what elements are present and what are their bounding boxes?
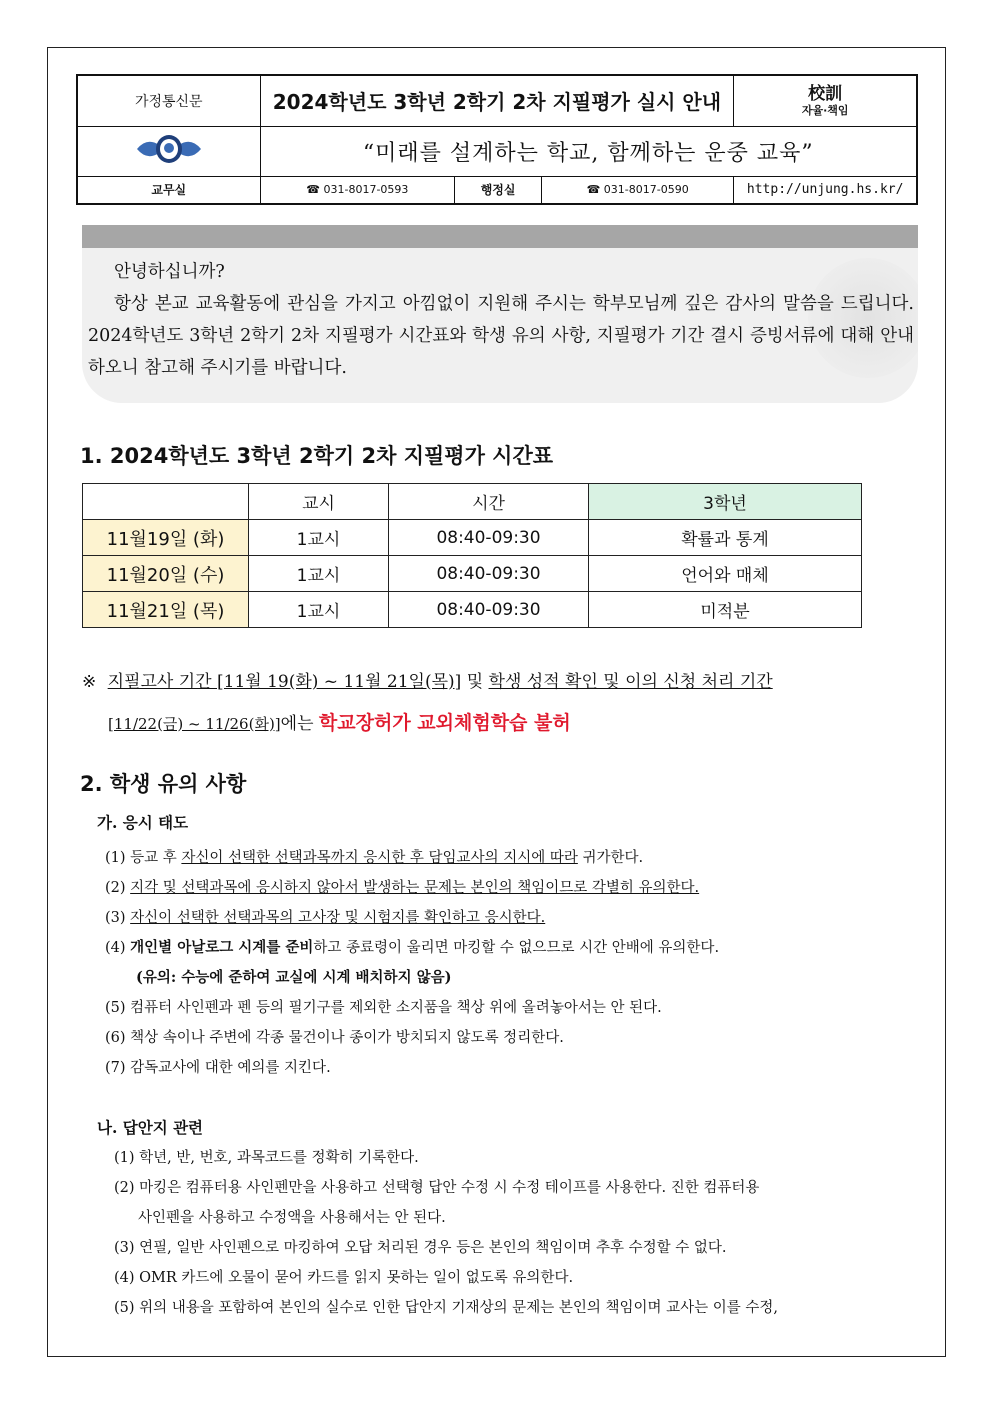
item-prefix: (3) xyxy=(105,910,131,926)
item-bold: 개인별 아날로그 시계를 준비 xyxy=(130,939,314,956)
school-slogan: “미래를 설계하는 학교, 함께하는 운중 교육” xyxy=(260,126,917,176)
greeting-bar xyxy=(82,225,918,248)
school-website: http://unjung.hs.kr/ xyxy=(734,176,917,204)
notice-suffix: 에는 xyxy=(280,714,319,734)
office2-phone: ☎ 031-8017-0590 xyxy=(542,176,734,204)
table-row xyxy=(83,592,862,628)
list-item: (6) 책상 속이나 주변에 각종 물건이나 종이가 방치되지 않도록 정리한다. xyxy=(105,1030,564,1046)
table-header-cell: 시간 xyxy=(389,484,589,520)
subsection-b-title: 나. 답안지 관련 xyxy=(97,1118,204,1137)
item-prefix: (4) xyxy=(105,940,131,956)
school-emblem-icon xyxy=(133,131,205,167)
doc-title: 2024학년도 3학년 2학기 2차 지필평가 실시 안내 xyxy=(260,75,734,126)
notice-exam-period: 지필고사 기간 [11월 19(화) ~ 11월 21일(목)] xyxy=(107,672,462,692)
school-motto xyxy=(734,75,917,126)
table-header-cell: 3학년 xyxy=(589,484,862,520)
list-item: (4) OMR 카드에 오물이 묻어 카드를 읽지 못하는 일이 없도록 유의한다. xyxy=(114,1270,574,1286)
list-item-continued: 사인펜을 사용하고 수정액을 사용해서는 안 된다. xyxy=(138,1210,446,1226)
school-emblem-cell xyxy=(77,126,260,176)
notice-line1 xyxy=(82,667,773,692)
office2-name: 행정실 xyxy=(455,176,542,204)
list-item xyxy=(105,876,699,897)
table-header-row xyxy=(83,484,862,520)
table-cell: 언어와 매체 xyxy=(589,556,862,592)
notice-appeal-period: 학생 성적 확인 및 이의 신청 처리 기간 xyxy=(488,672,773,692)
list-item: (1) 학년, 반, 번호, 과목코드를 정확히 기록한다. xyxy=(114,1150,419,1166)
list-item xyxy=(105,846,643,867)
list-item: (3) 연필, 일반 사인펜으로 마킹하여 오답 처리된 경우 등은 본인의 책임이며 추후 수정할 수 없다. xyxy=(114,1240,727,1256)
table-cell: 1교시 xyxy=(249,592,389,628)
item-prefix: (2) xyxy=(105,880,131,896)
item-underlined: 자신이 선택한 선택과목까지 응시한 후 담임교사의 지시에 따라 xyxy=(181,850,578,866)
table-header-cell xyxy=(83,484,249,520)
item-suffix: 귀가한다. xyxy=(577,850,644,866)
greeting-body: 항상 본교 교육활동에 관심을 가지고 아낌없이 지원해 주시는 학부모님께 깊은 감사의 말씀을 드립니다. 2024학년도 3학년 2학기 2차 지필평가 시간표와 학생 유의 사항, 지필평가 기간 결시 증빙서류에 대해 안내하오니 참고해 주시기를 바랍니다. xyxy=(88,294,914,378)
notice-mark: ※ xyxy=(82,672,97,692)
table-cell-date: 11월19일 (화) xyxy=(83,520,249,556)
notice-appeal-dates: [11/22(금) ~ 11/26(화)] xyxy=(108,715,281,733)
notice-restriction: 학교장허가 교외체험학습 불허 xyxy=(318,712,571,734)
list-item: (5) 위의 내용을 포함하여 본인의 실수로 인한 답안지 기재상의 문제는 본인의 책임이며 교사는 이를 수정, xyxy=(114,1300,778,1316)
list-item: (7) 감독교사에 대한 예의를 지킨다. xyxy=(105,1060,331,1076)
greeting-text xyxy=(88,256,914,384)
list-item: (2) 마킹은 컴퓨터용 사인펜만을 사용하고 선택형 답안 수정 시 수정 테이프를 사용한다. 진한 컴퓨터용 xyxy=(114,1180,760,1196)
table-cell: 미적분 xyxy=(589,592,862,628)
table-row xyxy=(83,520,862,556)
item-prefix: (1) 등교 후 xyxy=(105,850,182,866)
list-item: (5) 컴퓨터 사인펜과 펜 등의 필기구를 제외한 소지품을 책상 위에 올려놓아서는 안 된다. xyxy=(105,1000,662,1016)
motto-label: 校訓 xyxy=(808,83,843,104)
list-item xyxy=(105,906,545,927)
doc-category: 가정통신문 xyxy=(77,75,260,126)
item-underlined: 지각 및 선택과목에 응시하지 않아서 발생하는 문제는 본인의 책임이므로 각별히 유의한다. xyxy=(130,880,700,896)
table-header-cell: 교시 xyxy=(249,484,389,520)
notice-line2 xyxy=(108,708,571,735)
table-cell: 확률과 통계 xyxy=(589,520,862,556)
section1-title: 1. 2024학년도 3학년 2학기 2차 지필평가 시간표 xyxy=(80,444,554,468)
office1-name: 교무실 xyxy=(77,176,260,204)
item-suffix: 하고 종료령이 울리면 마킹할 수 없으므로 시간 안배에 유의한다. xyxy=(313,940,720,956)
subsection-a-title: 가. 응시 태도 xyxy=(97,813,189,832)
list-item xyxy=(105,936,719,957)
table-cell-date: 11월20일 (수) xyxy=(83,556,249,592)
motto-value: 자율·책임 xyxy=(801,103,849,117)
table-cell-date: 11월21일 (목) xyxy=(83,592,249,628)
table-cell: 08:40-09:30 xyxy=(389,556,589,592)
list-item-note: (유의: 수능에 준하여 교실에 시계 배치하지 않음) xyxy=(136,969,452,986)
notice-and: 및 xyxy=(461,672,489,692)
greeting-salutation: 안녕하십니까? xyxy=(114,262,225,282)
table-row xyxy=(83,556,862,592)
greeting-box xyxy=(82,248,918,403)
item-underlined: 자신이 선택한 선택과목의 고사장 및 시험지를 확인하고 응시한다. xyxy=(130,910,546,926)
table-cell: 08:40-09:30 xyxy=(389,592,589,628)
letter-header xyxy=(76,74,918,205)
office1-phone: ☎ 031-8017-0593 xyxy=(260,176,455,204)
table-cell: 08:40-09:30 xyxy=(389,520,589,556)
table-cell: 1교시 xyxy=(249,520,389,556)
exam-schedule-table xyxy=(82,483,862,628)
section2-title: 2. 학생 유의 사항 xyxy=(80,772,247,796)
table-cell: 1교시 xyxy=(249,556,389,592)
